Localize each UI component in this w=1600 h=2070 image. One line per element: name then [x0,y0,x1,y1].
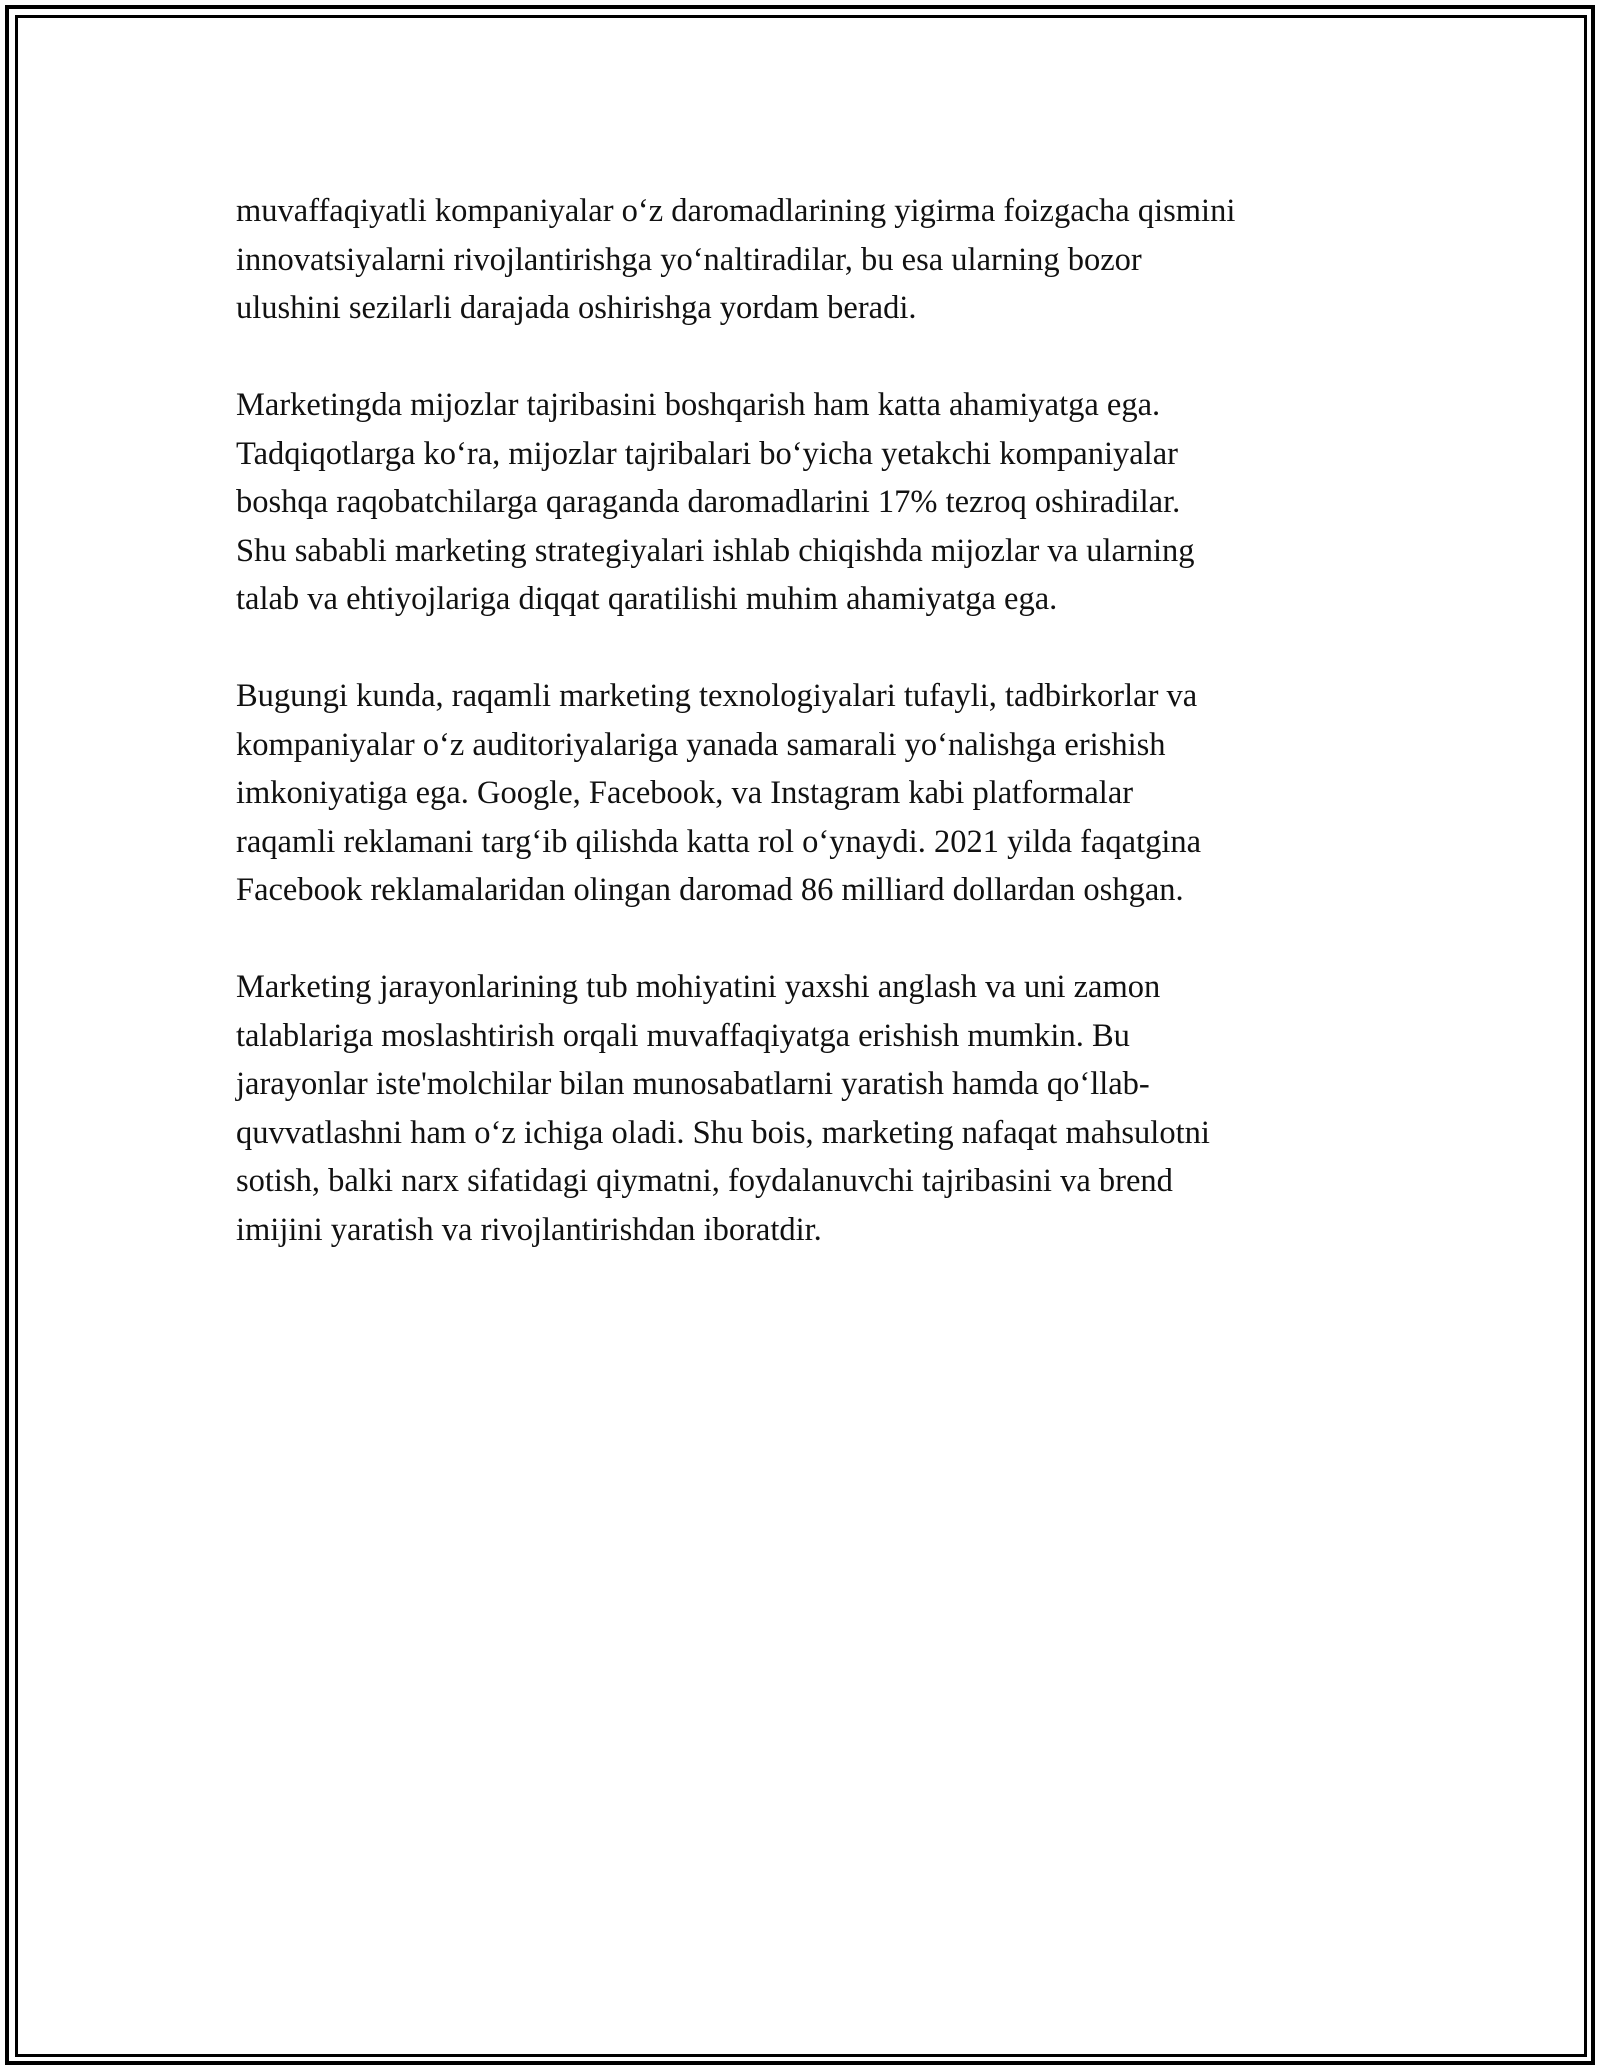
text-line: quvvatlashni ham o‘z ichiga oladi. Shu bois, marketing nafaqat mahsulotni [236,1114,1210,1151]
text-line: imkoniyatiga ega. Google, Facebook, va Instagram kabi platformalar [236,775,1134,811]
text-line: boshqa raqobatchilarga qaraganda daromadlarini 17% tezroq oshiradilar. [236,484,1181,520]
text-line: Tadqiqotlarga ko‘ra, mijozlar tajribalari bo‘yicha yetakchi kompaniyalar [236,435,1178,472]
text-line: Facebook reklamalaridan olingan daromad 86 milliard dollardan oshgan. [236,872,1184,908]
text-line: muvaffaqiyatli kompaniyalar o‘z daromadlarining yigirma foizgacha qismini [236,193,1236,229]
text-line: Marketing jarayonlarining tub mohiyatini yaxshi anglash va uni zamon [236,969,1161,1005]
paragraph-4 [236,963,1376,1254]
paragraph-3 [236,672,1376,915]
text-line: innovatsiyalarni rivojlantirishga yo‘naltiradilar, bu esa ularning bozor [236,241,1142,278]
document-body [236,187,1376,1303]
text-line: raqamli reklamani targ‘ib qilishda katta rol o‘ynaydi. 2021 yilda faqatgina [236,823,1202,860]
paragraph-1 [236,187,1376,333]
text-line: sotish, balki narx sifatidagi qiymatni, foydalanuvchi tajribasini va brend [236,1163,1173,1199]
text-line: imijini yaratish va rivojlantirishdan iboratdir. [236,1211,822,1248]
text-line: Marketingda mijozlar tajribasini boshqarish ham katta ahamiyatga ega. [236,387,1161,423]
paragraph-2 [236,381,1376,624]
text-line: talablariga moslashtirish orqali muvaffaqiyatga erishish mumkin. Bu [236,1017,1130,1054]
text-line: Bugungi kunda, raqamli marketing texnologiyalari tufayli, tadbirkorlar va [236,678,1198,714]
text-line: kompaniyalar o‘z auditoriyalariga yanada samarali yo‘nalishga erishish [236,726,1166,763]
text-line: ulushini sezilarli darajada oshirishga yordam beradi. [236,290,917,326]
text-line: jarayonlar iste'molchilar bilan munosabatlarni yaratish hamda qo‘llab- [236,1066,1150,1102]
text-line: talab va ehtiyojlariga diqqat qaratilishi muhim ahamiyatga ega. [236,581,1058,617]
text-line: Shu sababli marketing strategiyalari ishlab chiqishda mijozlar va ularning [236,532,1195,569]
